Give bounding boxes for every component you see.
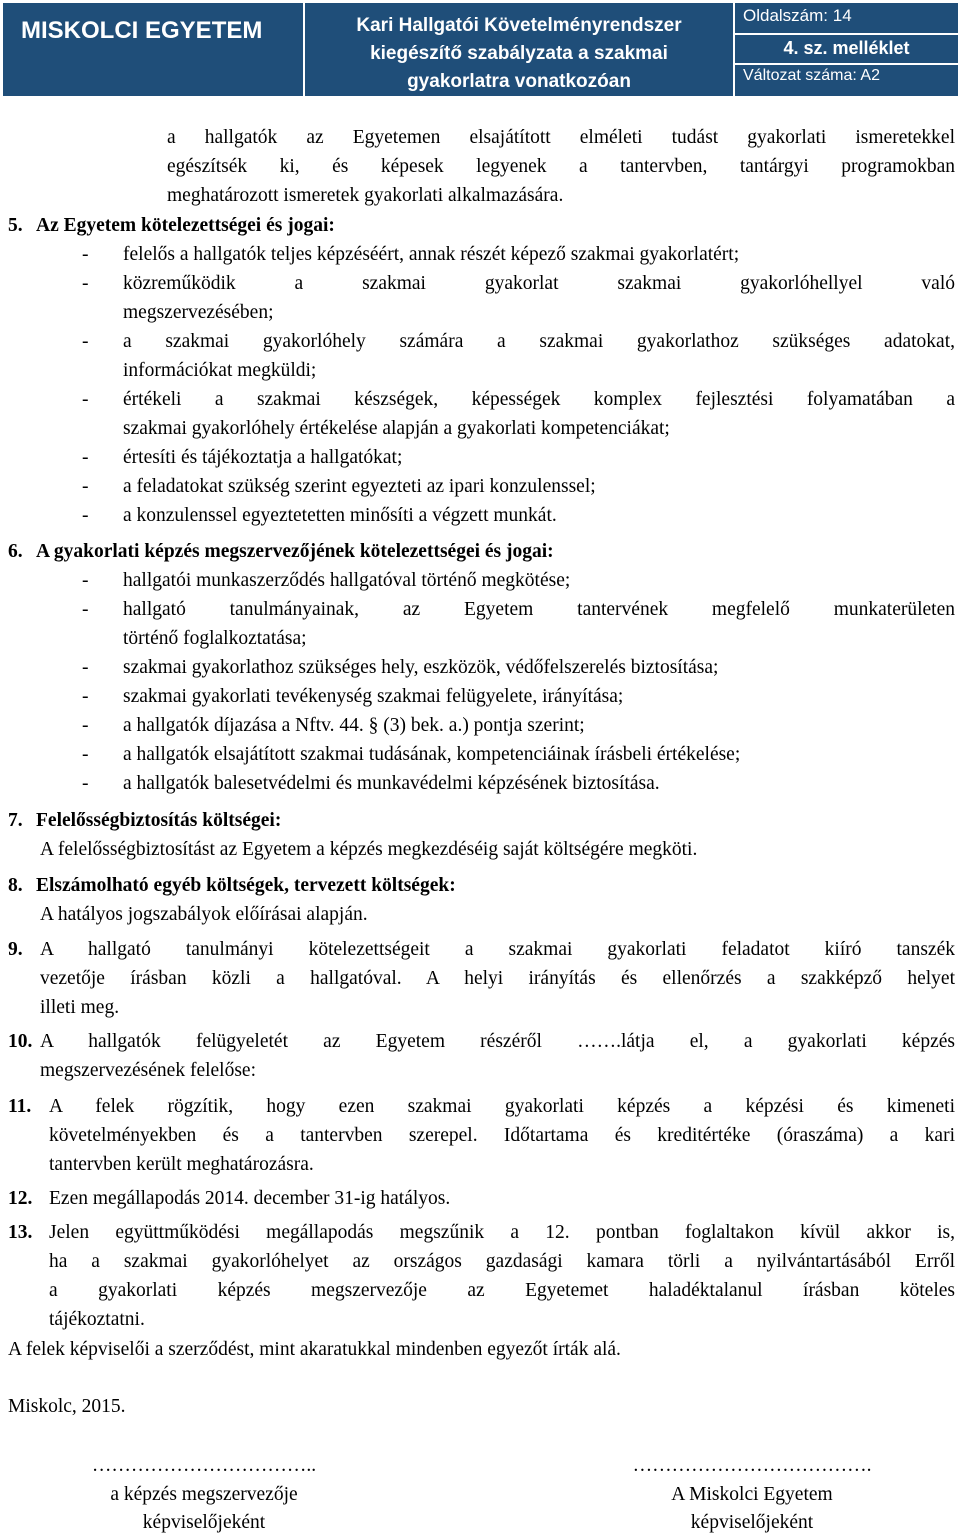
s6-item-3: szakmai gyakorlathoz szükséges hely, eszközök, védőfelszerelés biztosítása; <box>123 657 719 678</box>
header-university-cell <box>3 3 305 96</box>
header-title-line: gyakorlatra vonatkozóan <box>407 71 631 92</box>
bullet-dash: - <box>82 744 89 765</box>
bullet-dash: - <box>82 273 89 294</box>
s5-item-2: közreműködik a szakmai gyakorlat szakmai gyakorlóhellyel való <box>123 273 955 294</box>
closing-statement: A felek képviselői a szerződést, mint akaratukkal mindenben egyezőt írták alá. <box>8 1339 621 1360</box>
s6-item-2: hallgató tanulmányainak, az Egyetem tantervének megfelelő munkaterületen <box>123 599 955 620</box>
s6-item-5: a hallgatók díjazása a Nftv. 44. § (3) bek. a.) pontja szerint; <box>123 715 585 736</box>
left-signature-capacity: képviselőjeként <box>142 1512 266 1533</box>
section-11-line: A felek rögzítik, hogy ezen szakmai gyakorlati képzés a képzési és kimeneti <box>49 1096 955 1117</box>
bullet-dash: - <box>82 447 89 468</box>
s5-item-4: értékeli a szakmai készségek, képességek komplex fejlesztési folyamatában a <box>123 389 955 410</box>
section-10-line: megszervezésének felelőse: <box>40 1060 257 1081</box>
version-label: Változat száma: A2 <box>743 67 880 84</box>
s5-item-5: értesíti és tájékoztatja a hallgatókat; <box>123 447 403 468</box>
section-8-text: A hatályos jogszabályok előírásai alapján. <box>40 904 368 925</box>
section-7-title: Felelősségbiztosítás költségei: <box>36 810 282 831</box>
section-13-line: Jelen együttműködési megállapodás megszűnik a 12. pontban foglaltakon kívül akkor is, <box>49 1222 955 1243</box>
section-5-title: Az Egyetem kötelezettségei és jogai: <box>36 215 335 236</box>
header-title-cell <box>305 3 735 96</box>
bullet-dash: - <box>82 331 89 352</box>
s5-item-4-cont: szakmai gyakorlóhely értékelése alapján a gyakorlati kompetenciákat; <box>123 418 670 439</box>
section-6-number: 6. <box>8 541 23 562</box>
section-5-number: 5. <box>8 215 23 236</box>
section-9-number: 9. <box>8 939 23 960</box>
section-9-line: illeti meg. <box>40 997 120 1018</box>
left-signature-role: a képzés megszervezője <box>110 1484 298 1505</box>
section-11-line: követelményekben és a tantervben szerepel. Időtartama és kreditértéke (óraszáma) a kari <box>49 1125 955 1146</box>
s5-item-3-cont: információkat megküldi; <box>123 360 317 381</box>
intro-line: meghatározott ismeretek gyakorlati alkalmazására. <box>167 185 564 206</box>
section-12-text: Ezen megállapodás 2014. december 31-ig hatályos. <box>49 1188 451 1209</box>
section-10-number: 10. <box>8 1031 33 1052</box>
right-signature-capacity: képviselőjeként <box>690 1512 814 1533</box>
section-13-line: ha a szakmai gyakorlóhelyet az országos gazdasági kamara törli a nyilvántartásából Erről <box>49 1251 955 1272</box>
s6-item-4: szakmai gyakorlati tevékenység szakmai felügyelete, irányítása; <box>123 686 624 707</box>
s6-item-1: hallgatói munkaszerződés hallgatóval történő megkötése; <box>123 570 571 591</box>
section-6-title: A gyakorlati képzés megszervezőjének kötelezettségei és jogai: <box>36 541 554 562</box>
intro-line: egészítsék ki, és képesek legyenek a tantervben, tantárgyi programokban <box>167 156 955 177</box>
version-row <box>735 63 958 93</box>
document-header <box>3 3 958 96</box>
bullet-dash: - <box>82 686 89 707</box>
university-name: MISKOLCI EGYETEM <box>21 17 263 44</box>
section-9-line: vezetője írásban közli a hallgatóval. A helyi irányítás és ellenőrzés a szakképző helyet <box>40 968 955 989</box>
place-date: Miskolc, 2015. <box>8 1396 126 1417</box>
bullet-dash: - <box>82 773 89 794</box>
s6-item-6: a hallgatók elsajátított szakmai tudásának, kompetenciáinak írásbeli értékelése; <box>123 744 741 765</box>
header-title-line: kiegészítő szabályzata a szakmai <box>370 43 668 64</box>
s6-item-2-cont: történő foglalkoztatása; <box>123 628 307 649</box>
right-signature-role: A Miskolci Egyetem <box>671 1484 833 1505</box>
s5-item-1: felelős a hallgatók teljes képzéséért, annak részét képező szakmai gyakorlatért; <box>123 244 740 265</box>
section-7-number: 7. <box>8 810 23 831</box>
bullet-dash: - <box>82 476 89 497</box>
section-9-line: A hallgató tanulmányi kötelezettségeit a szakmai gyakorlati feladatot kiíró tanszék <box>40 939 955 960</box>
section-10-line: A hallgatók felügyeletét az Egyetem részéről …….látja el, a gyakorlati képzés <box>40 1031 955 1052</box>
right-signature-line: ………………………………. <box>632 1455 872 1476</box>
annex-row <box>735 33 958 65</box>
section-13-line: a gyakorlati képzés megszervezője az Egyetemet haladéktalanul írásban köteles <box>49 1280 955 1301</box>
bullet-dash: - <box>82 570 89 591</box>
page-number: Oldalszám: 14 <box>743 6 852 25</box>
s5-item-3: a szakmai gyakorlóhely számára a szakmai gyakorlathoz szükséges adatokat, <box>123 331 955 352</box>
s5-item-2-cont: megszervezésében; <box>123 302 274 323</box>
section-11-line: tantervben került meghatározásra. <box>49 1154 314 1175</box>
section-8-number: 8. <box>8 875 23 896</box>
bullet-dash: - <box>82 657 89 678</box>
section-12-number: 12. <box>8 1188 33 1209</box>
bullet-dash: - <box>82 715 89 736</box>
bullet-dash: - <box>82 505 89 526</box>
annex-label: 4. sz. melléklet <box>783 38 910 58</box>
s5-item-6: a feladatokat szükség szerint egyezteti az ipari konzulenssel; <box>123 476 596 497</box>
page-number-row <box>735 3 958 35</box>
bullet-dash: - <box>82 389 89 410</box>
bullet-dash: - <box>82 599 89 620</box>
section-13-line: tájékoztatni. <box>49 1309 145 1330</box>
s5-item-7: a konzulenssel egyeztetetten minősíti a végzett munkát. <box>123 505 557 526</box>
bullet-dash: - <box>82 244 89 265</box>
left-signature-line: …………………………….. <box>91 1455 317 1476</box>
section-7-text: A felelősségbiztosítást az Egyetem a képzés megkezdéséig saját költségére megköti. <box>40 839 698 860</box>
section-8-title: Elszámolható egyéb költségek, tervezett költségek: <box>36 875 456 896</box>
section-11-number: 11. <box>8 1096 32 1117</box>
section-13-number: 13. <box>8 1222 33 1243</box>
header-title-line: Kari Hallgatói Követelményrendszer <box>356 15 682 36</box>
intro-line: a hallgatók az Egyetemen elsajátított elméleti tudást gyakorlati ismeretekkel <box>167 127 955 148</box>
s6-item-7: a hallgatók balesetvédelmi és munkavédelmi képzésének biztosítása. <box>123 773 660 794</box>
header-meta-cell <box>735 3 958 96</box>
